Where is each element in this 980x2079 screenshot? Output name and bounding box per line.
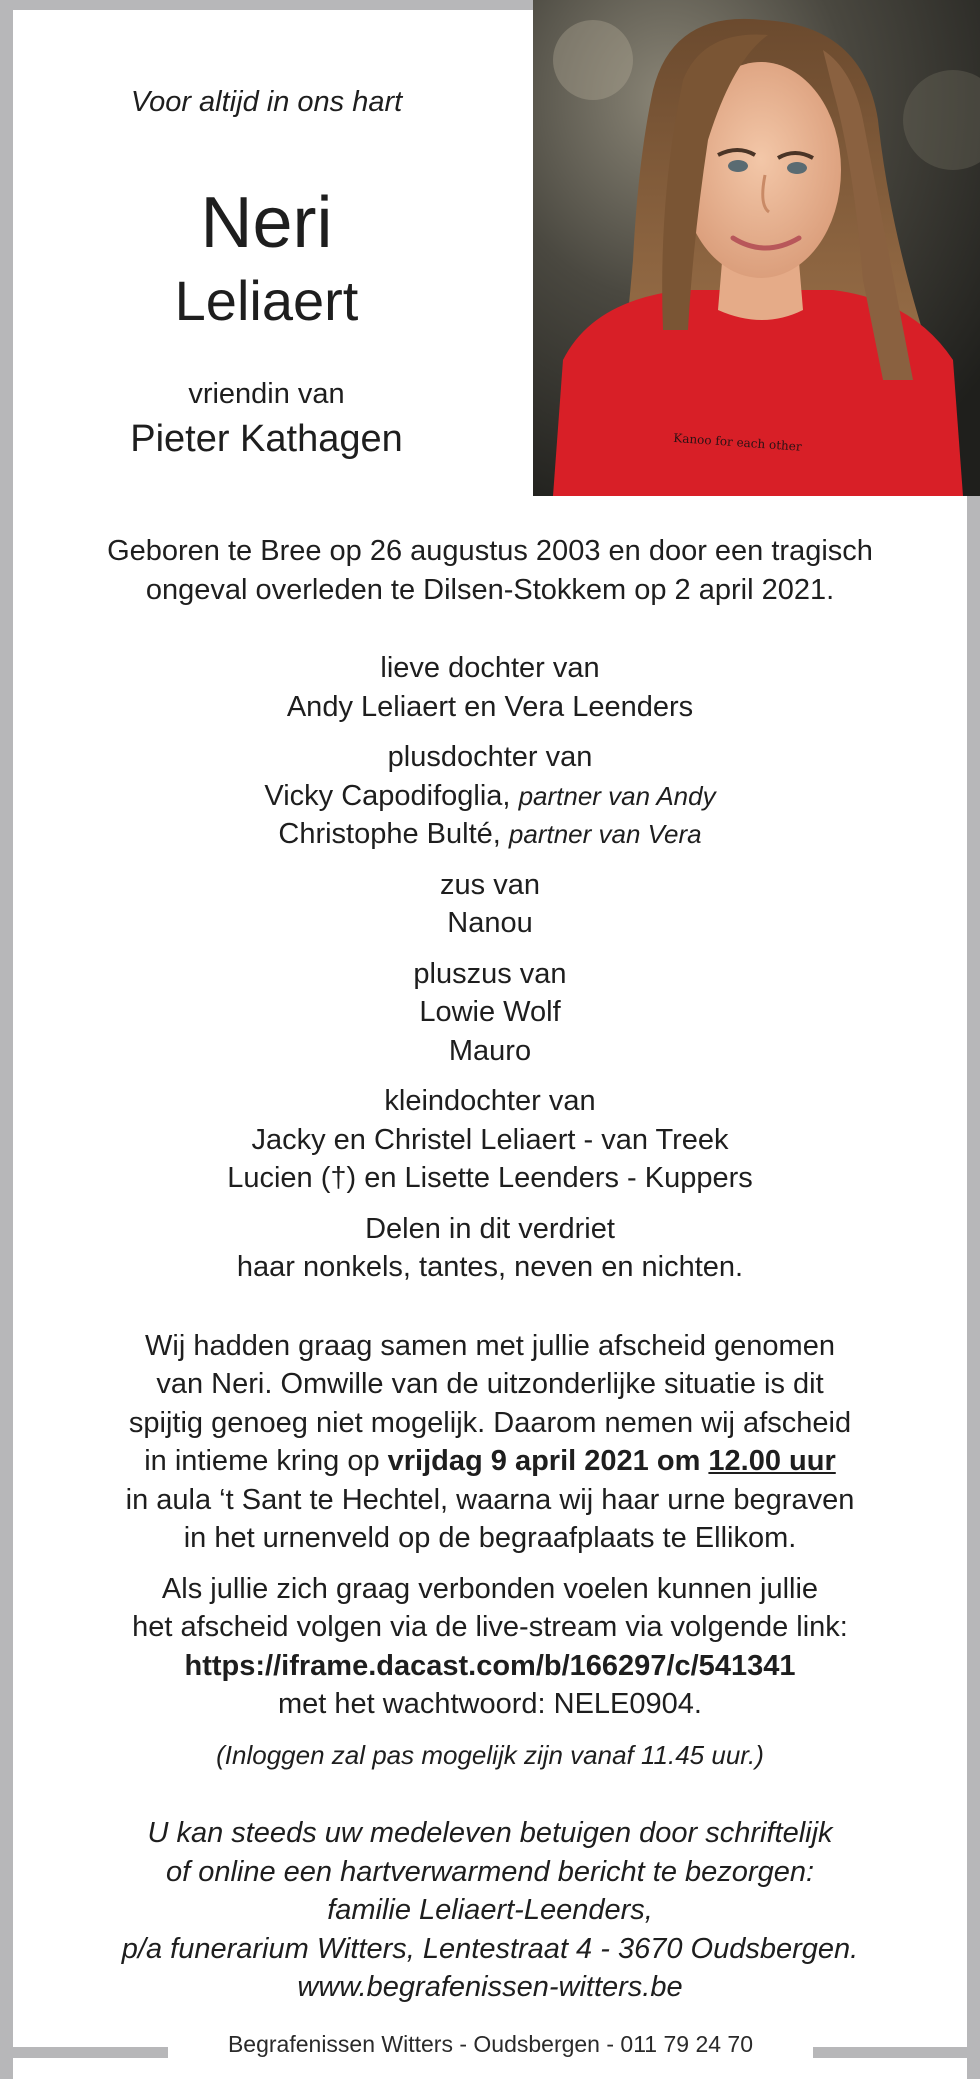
footer-divider bbox=[813, 2047, 980, 2058]
deceased-first-name: Neri bbox=[200, 183, 333, 263]
stepsister-label: pluszus van bbox=[413, 957, 567, 990]
password-label: met het wachtwoord: bbox=[278, 1688, 554, 1720]
deceased-last-name: Leliaert bbox=[174, 269, 359, 332]
shirt-text: Kanoo for each other bbox=[672, 430, 803, 454]
password-line bbox=[26, 1685, 954, 1724]
farewell-line bbox=[26, 1442, 954, 1481]
announcement-body bbox=[26, 532, 954, 2007]
farewell-line: in het urnenveld op de begraafplaats te Ellikom. bbox=[183, 1522, 797, 1554]
stepparent-line bbox=[26, 777, 954, 816]
footer-divider bbox=[0, 2047, 168, 2058]
sister-name: Nanou bbox=[447, 907, 533, 939]
intro-line: Geboren te Bree op 26 augustus 2003 en door een tragisch bbox=[107, 535, 873, 567]
parents-names: Andy Leliaert en Vera Leenders bbox=[286, 690, 694, 723]
footer-contact: Begrafenissen Witters - Oudsbergen - 011 79 24 70 bbox=[227, 2031, 754, 2057]
stream-password: NELE0904 bbox=[553, 1688, 694, 1720]
stepsibling-name: Mauro bbox=[448, 1034, 532, 1067]
farewell-line: Wij hadden graag samen met jullie afscheid genomen bbox=[145, 1329, 835, 1362]
stepsibling-name: Lowie Wolf bbox=[419, 996, 561, 1028]
farewell-text: in intieme kring op bbox=[144, 1445, 388, 1477]
ceremony-time: 12.00 uur bbox=[708, 1445, 836, 1477]
portrait-photo bbox=[533, 0, 980, 496]
condolence-line: familie Leliaert-Leenders, bbox=[327, 1894, 653, 1926]
share-line: Delen in dit verdriet bbox=[365, 1212, 615, 1245]
farewell-line: in aula ‘t Sant te Hechtel, waarna wij haar urne begraven bbox=[125, 1483, 855, 1516]
password-period: . bbox=[693, 1688, 702, 1720]
stepdaughter-label: plusdochter van bbox=[387, 741, 593, 773]
login-note: (Inloggen zal pas mogelijk zijn vanaf 11.45 uur.) bbox=[216, 1739, 764, 1770]
relation-label: vriendin van bbox=[188, 378, 345, 410]
condolence-line: of online een hartverwarmend bericht te bezorgen: bbox=[165, 1855, 815, 1888]
grandparents-line: Lucien (†) en Lisette Leenders - Kuppers bbox=[227, 1162, 753, 1194]
sister-label: zus van bbox=[440, 868, 540, 901]
grandparents-line: Jacky en Christel Leliaert - van Treek bbox=[251, 1123, 729, 1156]
share-line: haar nonkels, tantes, neven en nichten. bbox=[236, 1251, 744, 1283]
stream-line: Als jullie zich graag verbonden voelen kunnen jullie bbox=[161, 1572, 819, 1605]
farewell-text: om bbox=[648, 1445, 709, 1477]
stepparent-line bbox=[26, 815, 954, 854]
farewell-line: van Neri. Omwille van de uitzonderlijke situatie is dit bbox=[156, 1368, 824, 1400]
partner-name: Pieter Kathagen bbox=[130, 418, 403, 460]
intro-line: ongeval overleden te Dilsen-Stokkem op 2 april 2021. bbox=[145, 573, 835, 606]
stepparent-name: Christophe Bulté, bbox=[278, 818, 501, 850]
stepparent-note: partner van Vera bbox=[508, 819, 702, 849]
farewell-line: spijtig genoeg niet mogelijk. Daarom nemen wij afscheid bbox=[128, 1406, 852, 1439]
stream-link[interactable]: https://iframe.dacast.com/b/166297/c/541341 bbox=[184, 1649, 796, 1682]
ceremony-date: vrijdag 9 april 2021 bbox=[387, 1445, 649, 1477]
stepparent-name: Vicky Capodifoglia, bbox=[264, 779, 511, 812]
daughter-label: lieve dochter van bbox=[380, 652, 600, 684]
stepparent-note: partner van Andy bbox=[518, 780, 716, 811]
funeral-website-link[interactable]: www.begrafenissen-witters.be bbox=[297, 1971, 683, 2003]
condolence-line: p/a funerarium Witters, Lentestraat 4 - 3670 Oudsbergen. bbox=[121, 1932, 859, 1965]
granddaughter-label: kleindochter van bbox=[384, 1085, 596, 1117]
condolence-line: U kan steeds uw medeleven betuigen door schriftelijk bbox=[147, 1817, 833, 1849]
stream-line: het afscheid volgen via de live-stream via volgende link: bbox=[132, 1611, 848, 1643]
memorial-motto: Voor altijd in ons hart bbox=[130, 86, 403, 118]
